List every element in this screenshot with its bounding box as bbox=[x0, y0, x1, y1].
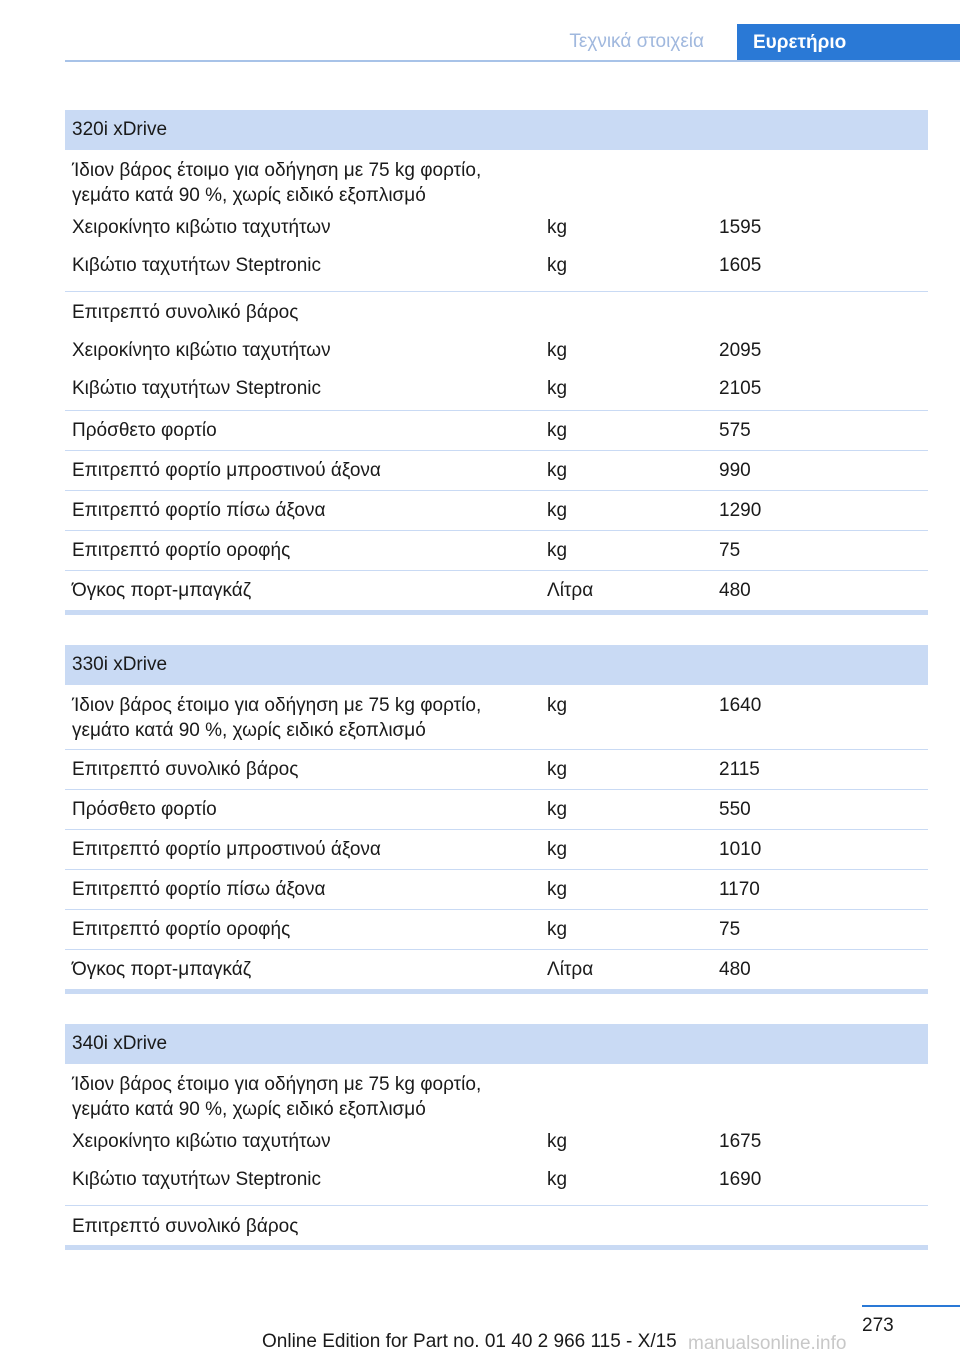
table-row: Επιτρεπτό συνολικό βάρος bbox=[72, 1216, 299, 1237]
table-row: Πρόσθετο φορτίο kg 575 bbox=[65, 411, 928, 451]
table-row: Επιτρεπτό συνολικό βάρος kg 2115 bbox=[65, 750, 928, 790]
table-row: Χειροκίνητο κιβώτιο ταχυτήτων kg 2095 bbox=[72, 340, 762, 361]
spec-table-340i bbox=[65, 1024, 928, 1250]
table-row: Χειροκίνητο κιβώτιο ταχυτήτων kg 1595 bbox=[72, 217, 762, 238]
table-row: Κιβώτιο ταχυτήτων Steptronic kg 1605 bbox=[65, 249, 928, 292]
table-row: Όγκος πορτ-μπαγκάζ Λίτρα 480 bbox=[72, 580, 751, 601]
table-row: Χειροκίνητο κιβώτιο ταχυτήτων kg 1675 bbox=[72, 1131, 762, 1152]
table-row: Όγκος πορτ-μπαγκάζ Λίτρα 480 bbox=[72, 959, 751, 980]
index-tab[interactable]: Ευρετήριο bbox=[737, 24, 960, 62]
table-row: Επιτρεπτό φορτίο πίσω άξονα kg 1290 bbox=[65, 491, 928, 531]
table-title: 320i xDrive bbox=[65, 110, 928, 150]
table-title: 340i xDrive bbox=[65, 1024, 928, 1064]
spec-table-330i bbox=[65, 645, 928, 994]
edition-text: Online Edition for Part no. 01 40 2 966 115 - X/15 bbox=[262, 1331, 677, 1352]
table-row: Επιτρεπτό φορτίο μπροστινού άξονα kg 1010 bbox=[65, 830, 928, 870]
table-row: Ίδιον βάρος έτοιμο για οδήγηση με 75 kg φορτίο, γεμάτο κατά 90 %, χωρίς ειδικό εξοπλισμό bbox=[72, 1074, 482, 1120]
table-row: Ίδιον βάρος έτοιμο για οδήγηση με 75 kg φορτίο, γεμάτο κατά 90 %, χωρίς ειδικό εξοπλισμό bbox=[72, 160, 482, 206]
table-title: 330i xDrive bbox=[65, 645, 928, 685]
table-row: Επιτρεπτό φορτίο οροφής kg 75 bbox=[65, 910, 928, 950]
table-row: Πρόσθετο φορτίο kg 550 bbox=[65, 790, 928, 830]
table-row: Κιβώτιο ταχυτήτων Steptronic kg 1690 bbox=[65, 1163, 928, 1206]
table-bottom-rule bbox=[65, 989, 928, 994]
table-row: Ίδιον βάρος έτοιμο για οδήγηση με 75 kg φορτίο, γεμάτο κατά 90 %, χωρίς ειδικό εξοπλισμό kg 1640 bbox=[65, 685, 928, 750]
table-row: Επιτρεπτό φορτίο πίσω άξονα kg 1170 bbox=[65, 870, 928, 910]
page-header bbox=[0, 0, 960, 64]
watermark: manualsonline.info bbox=[688, 1333, 847, 1354]
table-row: Επιτρεπτό φορτίο οροφής kg 75 bbox=[65, 531, 928, 571]
table-bottom-rule bbox=[65, 610, 928, 615]
page-number: 273 bbox=[862, 1315, 894, 1336]
footer-divider bbox=[862, 1305, 960, 1307]
table-row: Επιτρεπτό φορτίο μπροστινού άξονα kg 990 bbox=[65, 451, 928, 491]
table-row: Επιτρεπτό συνολικό βάρος bbox=[72, 302, 299, 323]
table-row: Κιβώτιο ταχυτήτων Steptronic kg 2105 bbox=[65, 370, 928, 411]
section-tab[interactable]: Τεχνικά στοιχεία bbox=[569, 31, 704, 52]
spec-table-320i bbox=[65, 110, 928, 615]
header-divider bbox=[65, 60, 960, 62]
table-bottom-rule bbox=[65, 1245, 928, 1250]
